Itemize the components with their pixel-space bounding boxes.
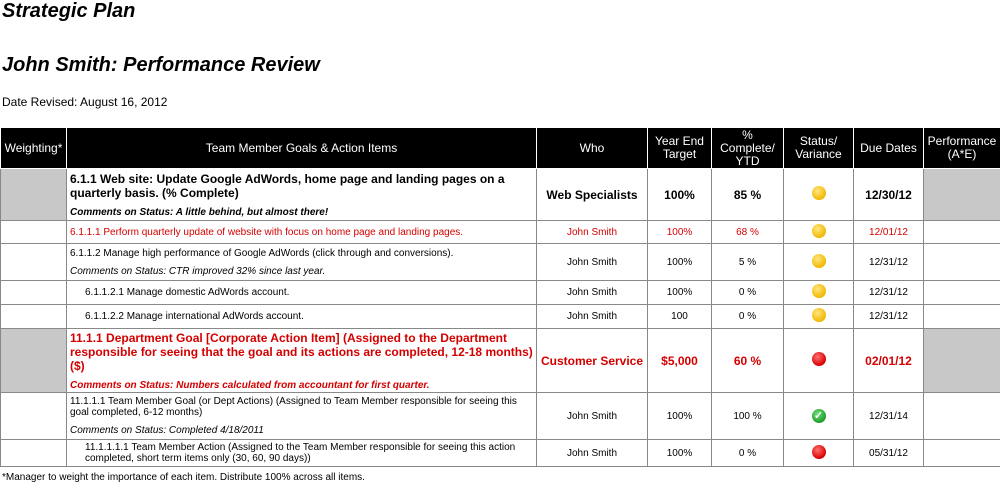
table-row: [1, 244, 1000, 281]
page-subtitle: John Smith: Performance Review: [2, 54, 320, 76]
performance-cell[interactable]: [924, 440, 1000, 467]
status-cell: [784, 281, 854, 305]
complete-cell: 0 %: [712, 440, 784, 467]
goal-text: 11.1.1.1 Team Member Goal (or Dept Actions) (Assigned to Team Member responsible for seeing this goal completed, 6-12 months): [70, 396, 517, 418]
header-complete-line2: Complete/: [720, 140, 775, 155]
status-cell: [784, 305, 854, 329]
header-target: [648, 128, 712, 169]
table-row: [1, 221, 1000, 244]
goal-text: 6.1.1.2 Manage high performance of Google AdWords (click through and conversions).: [70, 247, 454, 259]
footnote: *Manager to weight the importance of each item. Distribute 100% across all items.: [2, 472, 365, 483]
weighting-cell[interactable]: [1, 221, 67, 244]
performance-cell[interactable]: [924, 305, 1000, 329]
who-cell: Web Specialists: [537, 169, 648, 221]
status-yellow-icon: [812, 284, 826, 298]
performance-cell[interactable]: [924, 393, 1000, 440]
header-performance-line2: (A*E): [947, 147, 977, 161]
due-cell: 02/01/12: [854, 329, 924, 393]
table-row: [1, 329, 1000, 393]
target-cell: 100%: [648, 169, 712, 221]
status-yellow-icon: [812, 254, 826, 268]
weighting-cell[interactable]: [1, 244, 67, 281]
due-cell: 12/30/12: [854, 169, 924, 221]
header-complete-line1: %: [742, 127, 753, 142]
status-cell: [784, 329, 854, 393]
complete-cell: 100 %: [712, 393, 784, 440]
header-status-line2: Variance: [795, 147, 842, 161]
table-row: [1, 169, 1000, 221]
header-weighting: Weighting*: [1, 128, 67, 169]
performance-cell[interactable]: [924, 244, 1000, 281]
target-cell: 100%: [648, 440, 712, 467]
header-complete: [712, 128, 784, 169]
header-performance-line1: Performance: [927, 134, 997, 148]
header-status: [784, 128, 854, 169]
who-cell: Customer Service: [537, 329, 648, 393]
due-cell: 12/31/14: [854, 393, 924, 440]
table-row: [1, 281, 1000, 305]
status-yellow-icon: [812, 308, 826, 322]
weighting-cell[interactable]: [1, 329, 67, 393]
target-cell: 100%: [648, 244, 712, 281]
goal-cell: [67, 169, 537, 221]
due-cell: 12/31/12: [854, 305, 924, 329]
weighting-cell[interactable]: [1, 393, 67, 440]
status-comment: Comments on Status: Completed 4/18/2011: [70, 425, 264, 436]
who-cell: John Smith: [537, 440, 648, 467]
header-row: [1, 128, 1000, 169]
status-cell: [784, 393, 854, 440]
target-cell: 100: [648, 305, 712, 329]
goal-cell: 6.1.1.2.2 Manage international AdWords account.: [67, 305, 537, 329]
goal-text: 6.1.1 Web site: Update Google AdWords, home page and landing pages on a quarterly basis. (% Complete): [70, 171, 505, 200]
status-comment: Comments on Status: Numbers calculated from accountant for first quarter.: [70, 379, 430, 391]
header-status-line1: Status/: [799, 134, 838, 148]
header-who: Who: [537, 128, 648, 169]
target-cell: 100%: [648, 221, 712, 244]
header-complete-line3: YTD: [735, 153, 760, 168]
status-comment: Comments on Status: A little behind, but almost there!: [70, 206, 329, 218]
target-cell: 100%: [648, 393, 712, 440]
performance-table: [0, 127, 1000, 467]
who-cell: John Smith: [537, 393, 648, 440]
goal-cell: 6.1.1.2.1 Manage domestic AdWords account.: [67, 281, 537, 305]
who-cell: John Smith: [537, 305, 648, 329]
performance-cell[interactable]: [924, 329, 1000, 393]
status-red-icon: [812, 445, 826, 459]
status-red-icon: [812, 352, 826, 366]
header-target-line2: Target: [662, 147, 697, 161]
status-cell: [784, 244, 854, 281]
header-target-line1: Year End: [655, 134, 704, 148]
complete-cell: 5 %: [712, 244, 784, 281]
date-revised: Date Revised: August 16, 2012: [2, 95, 168, 109]
who-cell: John Smith: [537, 281, 648, 305]
status-comment: Comments on Status: CTR improved 32% since last year.: [70, 265, 326, 277]
goal-cell: 6.1.1.1 Perform quarterly update of website with focus on home page and landing pages.: [67, 221, 537, 244]
header-goals: Team Member Goals & Action Items: [67, 128, 537, 169]
goal-cell: [67, 393, 537, 440]
table-row: [1, 440, 1000, 467]
target-cell: 100%: [648, 281, 712, 305]
page-title: Strategic Plan: [2, 0, 136, 22]
status-cell: [784, 169, 854, 221]
due-cell: 12/01/12: [854, 221, 924, 244]
goal-text: 11.1.1 Department Goal [Corporate Action Item] (Assigned to the Department responsible for seeing that the goal and its actions are completed, 12-18 months) ($): [70, 330, 533, 373]
complete-cell: 85 %: [712, 169, 784, 221]
who-cell: John Smith: [537, 244, 648, 281]
status-cell: [784, 221, 854, 244]
table-row: [1, 393, 1000, 440]
weighting-cell[interactable]: [1, 281, 67, 305]
due-cell: 12/31/12: [854, 244, 924, 281]
complete-cell: 0 %: [712, 281, 784, 305]
header-performance: [924, 128, 1000, 169]
performance-cell[interactable]: [924, 169, 1000, 221]
weighting-cell[interactable]: [1, 169, 67, 221]
performance-cell[interactable]: [924, 281, 1000, 305]
target-cell: $5,000: [648, 329, 712, 393]
who-cell: John Smith: [537, 221, 648, 244]
weighting-cell[interactable]: [1, 440, 67, 467]
goal-cell: 11.1.1.1.1 Team Member Action (Assigned to the Team Member responsible for seeing this action completed, short term items only (30, 60, 90 days)): [67, 440, 537, 467]
table-row: [1, 305, 1000, 329]
due-cell: 05/31/12: [854, 440, 924, 467]
status-yellow-icon: [812, 224, 826, 238]
status-check-icon: ✓: [812, 409, 826, 423]
performance-cell[interactable]: [924, 221, 1000, 244]
header-due: Due Dates: [854, 128, 924, 169]
goal-cell: [67, 329, 537, 393]
due-cell: 12/31/12: [854, 281, 924, 305]
complete-cell: 0 %: [712, 305, 784, 329]
status-cell: [784, 440, 854, 467]
complete-cell: 60 %: [712, 329, 784, 393]
weighting-cell[interactable]: [1, 305, 67, 329]
status-yellow-icon: [812, 186, 826, 200]
complete-cell: 68 %: [712, 221, 784, 244]
goal-cell: [67, 244, 537, 281]
